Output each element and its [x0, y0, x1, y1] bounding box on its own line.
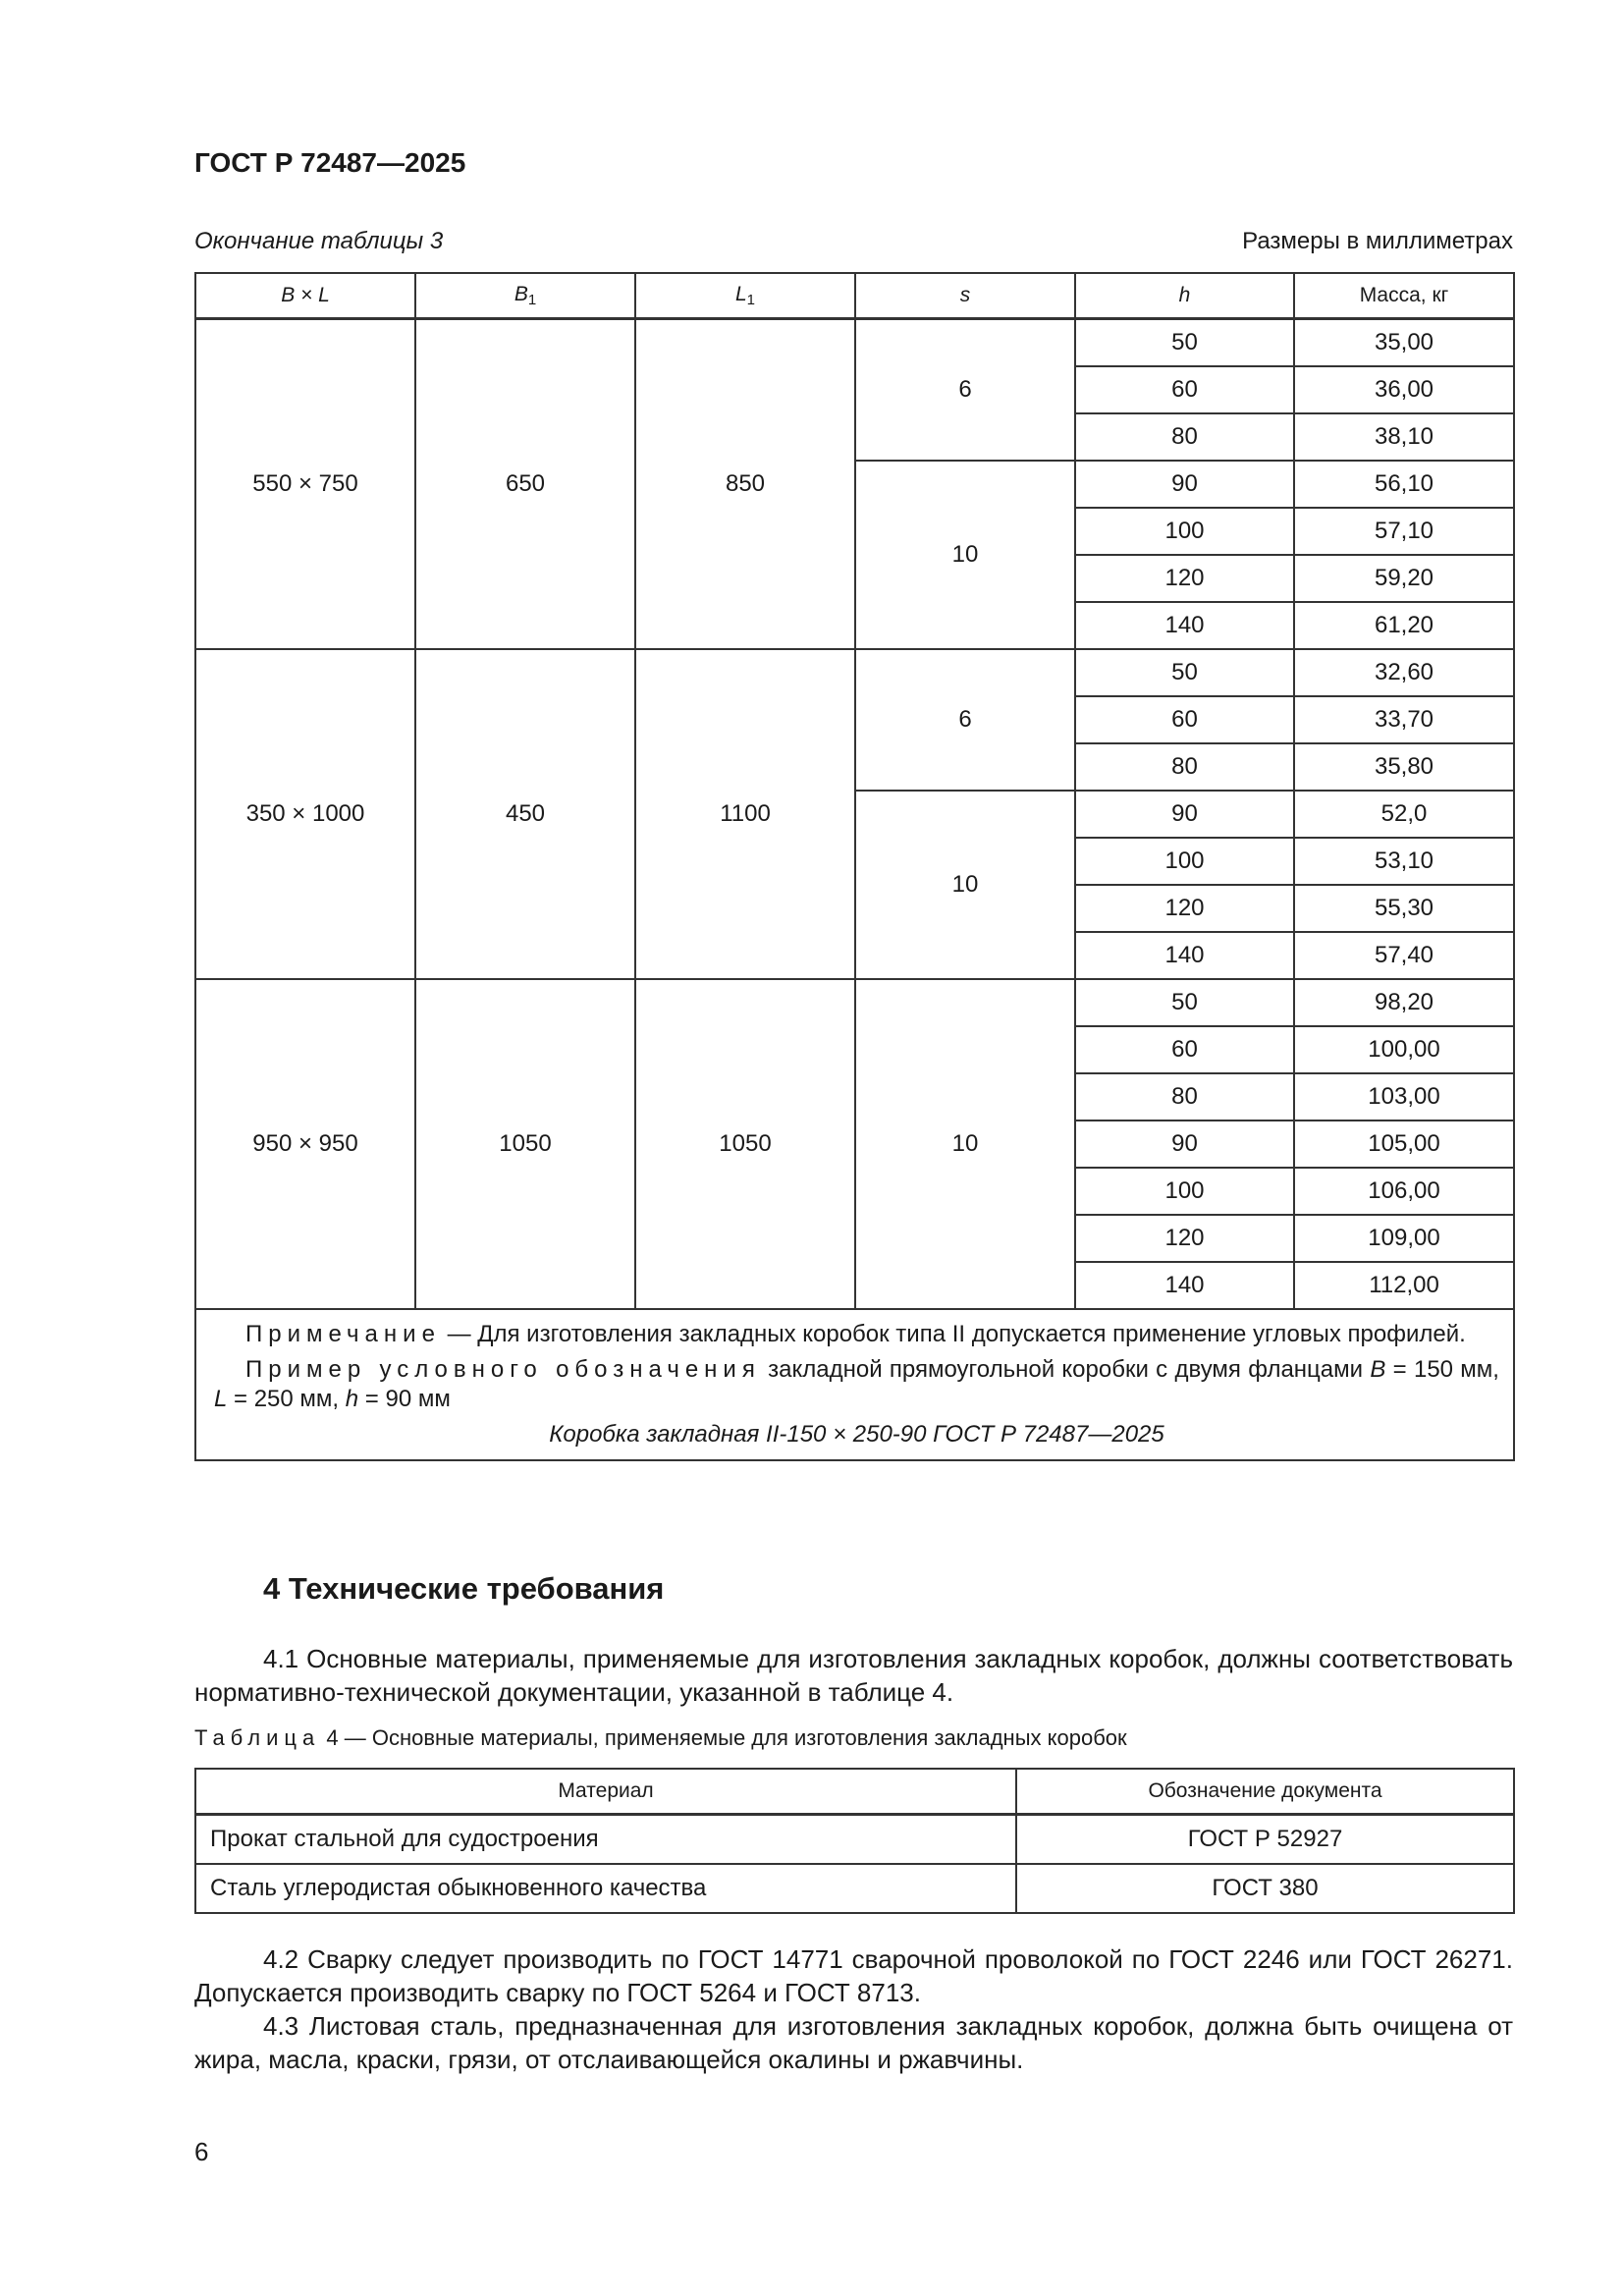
cell-mass: 57,10	[1294, 508, 1514, 555]
cell-mass: 38,10	[1294, 413, 1514, 461]
l1-symbol: L	[734, 283, 747, 305]
cell-mass: 35,80	[1294, 743, 1514, 791]
example-l-var: L	[214, 1386, 228, 1412]
example-paragraph	[214, 1355, 1499, 1414]
table4-caption-text: 4 — Основные материалы, применяемые для изготовления закладных коробок	[320, 1725, 1127, 1750]
cell-s: 6	[855, 319, 1075, 462]
table4	[194, 1768, 1515, 1914]
cell-s: 10	[855, 461, 1075, 649]
cell-l1: 850	[635, 319, 855, 650]
example-b-var: B	[1370, 1356, 1386, 1383]
cell-mass: 36,00	[1294, 366, 1514, 413]
cell-mass: 112,00	[1294, 1262, 1514, 1309]
example-h-val: = 90 мм	[358, 1386, 451, 1412]
cell-h: 140	[1075, 1262, 1294, 1309]
cell-s: 10	[855, 979, 1075, 1309]
table4-caption	[194, 1725, 1127, 1751]
table-row	[195, 1864, 1514, 1913]
b1-symbol: B	[514, 283, 528, 305]
cell-document: ГОСТ 380	[1016, 1864, 1514, 1913]
cell-mass: 109,00	[1294, 1215, 1514, 1262]
cell-h: 90	[1075, 1121, 1294, 1168]
table3-continuation-caption: Окончание таблицы 3	[194, 228, 444, 254]
table-row	[195, 1815, 1514, 1865]
example-l-val: = 250 мм,	[227, 1386, 346, 1412]
cell-l1: 1050	[635, 979, 855, 1309]
document-header: ГОСТ Р 72487—2025	[194, 147, 466, 178]
cell-bl: 350 × 1000	[195, 649, 415, 979]
cell-b1: 450	[415, 649, 635, 979]
example-b-val: = 150 мм,	[1385, 1356, 1499, 1383]
paragraph-4-1	[194, 1642, 1513, 1709]
example-text: закладной прямоугольной коробки с двумя фланцами	[760, 1356, 1371, 1383]
cell-h: 60	[1075, 366, 1294, 413]
cell-h: 120	[1075, 555, 1294, 602]
cell-document: ГОСТ Р 52927	[1016, 1815, 1514, 1865]
table3-header-row	[195, 273, 1514, 319]
table-row	[195, 979, 1514, 1026]
cell-mass: 103,00	[1294, 1073, 1514, 1121]
table3-note-row	[195, 1309, 1514, 1460]
example-h-var: h	[345, 1386, 359, 1412]
cell-mass: 56,10	[1294, 461, 1514, 508]
cell-h: 50	[1075, 979, 1294, 1026]
cell-h: 80	[1075, 413, 1294, 461]
section-4-title: 4 Технические требования	[263, 1571, 665, 1606]
table3	[194, 272, 1515, 1461]
cell-h: 100	[1075, 1168, 1294, 1215]
cell-h: 90	[1075, 461, 1294, 508]
cell-material: Прокат стальной для судостроения	[195, 1815, 1016, 1865]
cell-h: 90	[1075, 791, 1294, 838]
paragraph-4-2-text: 4.2 Сварку следует производить по ГОСТ 14771 сварочной проволокой по ГОСТ 2246 или ГОСТ 26271. Допускается производить сварку по ГОСТ 5264 и ГОСТ 8713.	[194, 1944, 1513, 2007]
paragraph-4-3	[194, 2009, 1513, 2076]
table-row	[195, 649, 1514, 696]
cell-h: 100	[1075, 838, 1294, 885]
cell-mass: 55,30	[1294, 885, 1514, 932]
col-header-mass: Масса, кг	[1294, 273, 1514, 319]
cell-mass: 52,0	[1294, 791, 1514, 838]
col-header-bxl: B × L	[195, 273, 415, 319]
table3-note	[195, 1309, 1514, 1460]
cell-s: 6	[855, 649, 1075, 791]
example-designation: Коробка закладная II-150 × 250-90 ГОСТ Р 72487—2025	[549, 1421, 1164, 1448]
cell-h: 80	[1075, 743, 1294, 791]
cell-mass: 59,20	[1294, 555, 1514, 602]
cell-h: 140	[1075, 932, 1294, 979]
col-header-h: h	[1075, 273, 1294, 319]
note-paragraph	[214, 1320, 1499, 1349]
table3-units-caption: Размеры в миллиметрах	[1242, 228, 1513, 254]
cell-b1: 650	[415, 319, 635, 650]
cell-s: 10	[855, 791, 1075, 979]
cell-material: Сталь углеродистая обыкновенного качества	[195, 1864, 1016, 1913]
col-header-material: Материал	[195, 1769, 1016, 1815]
cell-mass: 105,00	[1294, 1121, 1514, 1168]
table4-header-row	[195, 1769, 1514, 1815]
cell-mass: 35,00	[1294, 319, 1514, 367]
paragraph-4-3-text: 4.3 Листовая сталь, предназначенная для изготовления закладных коробок, должна быть очищена от жира, масла, краски, грязи, от отслаивающейся окалины и ржавчины.	[194, 2011, 1513, 2074]
col-header-document: Обозначение документа	[1016, 1769, 1514, 1815]
b1-subscript: 1	[527, 292, 537, 308]
l1-subscript: 1	[746, 292, 756, 308]
cell-h: 50	[1075, 649, 1294, 696]
cell-h: 120	[1075, 885, 1294, 932]
cell-mass: 98,20	[1294, 979, 1514, 1026]
cell-mass: 61,20	[1294, 602, 1514, 649]
cell-mass: 32,60	[1294, 649, 1514, 696]
table4-caption-label: Таблица	[194, 1725, 321, 1750]
paragraph-4-2	[194, 1942, 1513, 2009]
note-label: Примечание	[245, 1321, 441, 1347]
cell-h: 50	[1075, 319, 1294, 367]
note-text: — Для изготовления закладных коробок типа II допускается применение угловых профилей.	[440, 1321, 1466, 1347]
col-header-s: s	[855, 273, 1075, 319]
cell-b1: 1050	[415, 979, 635, 1309]
cell-mass: 100,00	[1294, 1026, 1514, 1073]
cell-l1: 1100	[635, 649, 855, 979]
table-row	[195, 319, 1514, 367]
cell-h: 140	[1075, 602, 1294, 649]
cell-bl: 950 × 950	[195, 979, 415, 1309]
cell-h: 60	[1075, 1026, 1294, 1073]
paragraph-4-1-text: 4.1 Основные материалы, применяемые для изготовления закладных коробок, должны соответствовать нормативно-технической документации, указанной в таблице 4.	[194, 1644, 1513, 1707]
cell-mass: 33,70	[1294, 696, 1514, 743]
cell-mass: 57,40	[1294, 932, 1514, 979]
col-header-l1	[635, 273, 855, 319]
col-header-b1	[415, 273, 635, 319]
cell-mass: 53,10	[1294, 838, 1514, 885]
cell-h: 100	[1075, 508, 1294, 555]
page-number: 6	[194, 2137, 209, 2166]
cell-mass: 106,00	[1294, 1168, 1514, 1215]
cell-h: 80	[1075, 1073, 1294, 1121]
cell-h: 120	[1075, 1215, 1294, 1262]
cell-bl: 550 × 750	[195, 319, 415, 650]
cell-h: 60	[1075, 696, 1294, 743]
example-label: Пример условного обозначения	[245, 1356, 761, 1383]
